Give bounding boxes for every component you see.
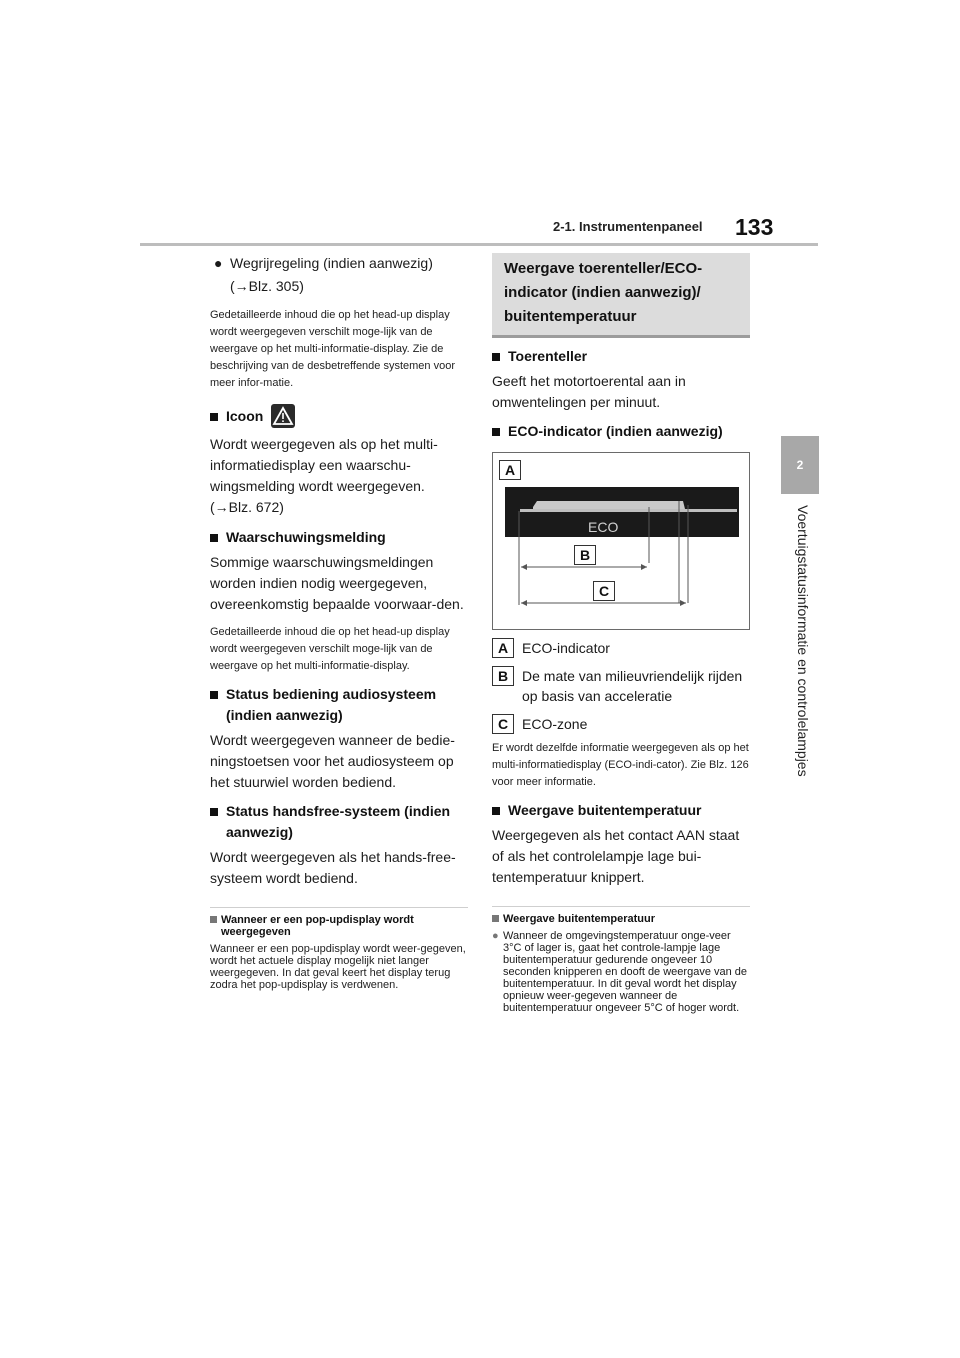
legend-text: ECO-indicator	[522, 640, 610, 656]
eco-bar-track	[520, 509, 737, 512]
cruise-ref-link[interactable]: (→Blz. 305)	[230, 278, 304, 294]
audio-body: Wordt weergegeven wanneer de bedie-ningstoetsen voor het audiosysteem op het stuurwiel worden bediend.	[210, 732, 455, 790]
square-bullet-icon	[210, 691, 218, 699]
detail-note-1: Gedetailleerde inhoud die op het head-up display wordt weergegeven verschilt moge-lijk van de weergave op het multi-informatie-display. Zie de beschrijving van de desbetreffende systemen voor meer infor-matie.	[210, 309, 455, 389]
tacho-heading	[492, 346, 750, 367]
legend-text: ECO-zone	[522, 716, 588, 732]
chapter-title-vertical	[791, 505, 811, 805]
bullet-dot-icon: ●	[214, 255, 223, 271]
detail-note-2: Gedetailleerde inhoud die op het head-up display wordt weergegeven verschilt moge-lijk van de weergave op het multi-informatie-display.	[210, 626, 450, 672]
legend-letter: B	[492, 666, 514, 686]
chapter-tab	[781, 436, 819, 494]
eco-bar-graphic	[493, 453, 749, 629]
temp-note-heading-text: Weergave buitentemperatuur	[503, 913, 656, 925]
figure-label-a: A	[499, 460, 521, 480]
handsfree-heading-text: Status handsfree-systeem (indien aanwezig)	[226, 803, 451, 840]
eco-display-text: ECO	[588, 519, 619, 535]
legend-item-a	[492, 638, 750, 658]
legend-item-b	[492, 666, 750, 706]
tacho-heading-text: Toerenteller	[508, 348, 588, 364]
popup-heading-text: Wanneer er een pop-updisplay wordt weergegeven	[221, 914, 414, 938]
figure-label-b: B	[574, 545, 596, 565]
eco-heading-text: ECO-indicator (indien aanwezig)	[508, 423, 723, 439]
legend-text: De mate van milieuvriendelijk rijden op basis van acceleratie	[522, 668, 743, 704]
square-bullet-icon	[210, 916, 217, 923]
square-bullet-icon	[492, 353, 500, 361]
temp-note-body: Wanneer de omgevingstemperatuur onge-veer 3°C of lager is, gaat het controle-lampje lage buitentemperatuur gedurende ongeveer 10 seconden knipperen en dooft de weergave van de buitentemperatuur. In dit geval wordt het display opnieuw weer-gegeven wanneer de buitentemperatuur ongeveer 5°C of hoger wordt.	[503, 930, 748, 1014]
arrow-right-icon	[680, 600, 686, 606]
figure-label-c: C	[593, 581, 615, 601]
temp-body: Weergegeven als het contact AAN staat of als het controlelampje lage bui-tentemperatuur knippert.	[492, 827, 740, 885]
eco-bar-fill	[533, 501, 685, 509]
page-number: 133	[735, 214, 774, 240]
arrow-right-icon	[641, 564, 647, 570]
handsfree-heading	[210, 801, 468, 843]
square-bullet-icon	[210, 413, 218, 421]
note-divider	[492, 906, 750, 907]
bullet-dot-icon: ●	[492, 930, 499, 942]
cruise-bullet	[214, 253, 468, 297]
warning-triangle-icon	[271, 404, 295, 428]
eco-heading	[492, 421, 750, 442]
legend-item-c	[492, 714, 750, 734]
figure-legend	[492, 638, 750, 734]
temp-note-item	[492, 930, 750, 1014]
legend-letter: A	[492, 638, 514, 658]
right-column	[492, 253, 750, 1014]
eco-indicator-figure	[492, 452, 750, 630]
square-bullet-icon	[210, 808, 218, 816]
chapter-number: 2	[796, 458, 804, 472]
temp-heading-text: Weergave buitentemperatuur	[508, 802, 702, 818]
header-divider	[140, 243, 818, 246]
audio-heading-text: Status bediening audiosysteem (indien aanwezig)	[226, 686, 437, 723]
square-bullet-icon	[210, 534, 218, 542]
section-title: 2-1. Instrumentenpaneel	[553, 219, 703, 234]
legend-letter: C	[492, 714, 514, 734]
warning-heading	[210, 527, 468, 548]
note-divider	[210, 907, 468, 908]
temp-heading	[492, 800, 750, 821]
square-bullet-icon	[492, 807, 500, 815]
icon-ref-link[interactable]: (→Blz. 672)	[210, 499, 284, 515]
arrow-left-icon	[521, 564, 527, 570]
cruise-bullet-text: Wegrijregeling (indien aanwezig)	[230, 255, 433, 271]
square-bullet-icon	[492, 428, 500, 436]
audio-heading	[210, 684, 468, 726]
chapter-title-text: Voertuigstatusinformatie en controlelampjes	[795, 505, 811, 777]
popup-heading	[210, 914, 468, 938]
icon-heading	[210, 406, 468, 430]
temp-note-heading	[492, 913, 750, 925]
left-column	[210, 253, 468, 991]
icon-heading-text: Icoon	[226, 408, 264, 424]
eco-note: Er wordt dezelfde informatie weergegeven als op het multi-informatiedisplay (ECO-indi-cator). Zie Blz. 126 voor meer informatie.	[492, 742, 749, 788]
tacho-body: Geeft het motortoerental aan in omwentelingen per minuut.	[492, 373, 686, 410]
section-heading-box: Weergave toerenteller/ECO-indicator (indien aanwezig)/ buitentemperatuur	[492, 253, 750, 338]
warning-body: Sommige waarschuwingsmeldingen worden indien nodig weergegeven, overeenkomstig bepaalde voorwaar-den.	[210, 554, 464, 612]
popup-body: Wanneer er een pop-updisplay wordt weer-gegeven, wordt het actuele display mogelijk niet langer weergegeven. In dat geval keert het display terug zodra het pop-updisplay is verdwenen.	[210, 943, 466, 991]
square-bullet-icon	[492, 915, 499, 922]
arrow-left-icon	[521, 600, 527, 606]
icon-body: Wordt weergegeven als op het multi-informatiedisplay een waarschu-wingsmelding wordt weergegeven.	[210, 436, 438, 494]
handsfree-body: Wordt weergegeven als het hands-free-systeem wordt bediend.	[210, 849, 456, 886]
warning-heading-text: Waarschuwingsmelding	[226, 529, 386, 545]
